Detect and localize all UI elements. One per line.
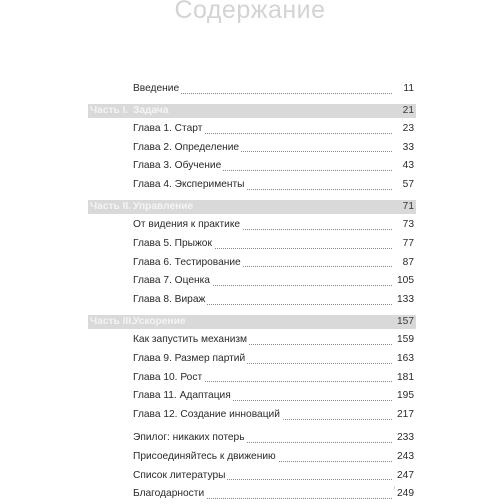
part-page: 21 (402, 104, 414, 116)
toc-entry[interactable] (88, 120, 416, 139)
toc-entry-page: 181 (395, 369, 414, 388)
toc-entry[interactable] (88, 387, 416, 406)
toc-entry-label: Список литературы (133, 467, 227, 486)
toc-entry[interactable] (88, 176, 416, 195)
toc-entry-intro[interactable] (88, 80, 416, 99)
toc-entry[interactable] (88, 331, 416, 350)
toc-entry[interactable] (88, 157, 416, 176)
toc-entry[interactable] (88, 350, 416, 369)
toc-entry-page: 249 (395, 485, 414, 504)
toc-entry-label: Глава 9. Размер партий (133, 350, 247, 369)
toc-entry-label: Глава 7. Оценка (133, 272, 212, 291)
toc-entry-back[interactable] (88, 467, 416, 486)
table-of-contents (88, 80, 416, 504)
toc-entry-page: 247 (395, 467, 414, 486)
toc-entry-label: Глава 8. Вираж (133, 291, 207, 310)
part-heading-2[interactable] (88, 200, 416, 214)
toc-entry-page: 73 (401, 216, 414, 235)
toc-entry-label: Эпилог: никаких потерь (133, 429, 247, 448)
toc-entry[interactable] (88, 406, 416, 425)
toc-entry-back[interactable] (88, 485, 416, 504)
toc-entry[interactable] (88, 369, 416, 388)
toc-entry-label: Глава 3. Обучение (133, 157, 223, 176)
toc-entry-page: 163 (395, 350, 414, 369)
toc-entry-label: Как запустить механизм (133, 331, 249, 350)
toc-entry-page: 243 (395, 448, 414, 467)
part-page: 71 (402, 200, 414, 212)
toc-entry-page: 77 (401, 235, 414, 254)
toc-entry-page: 195 (395, 387, 414, 406)
toc-entry-label: Глава 11. Адаптация (133, 387, 233, 406)
toc-entry-page: 57 (401, 176, 414, 195)
part-heading-3[interactable] (88, 315, 416, 329)
part-number: Часть III. (90, 315, 134, 327)
part-number: Часть II. (90, 200, 132, 212)
toc-entry-page: 33 (401, 139, 414, 158)
toc-entry-page: 105 (395, 272, 414, 291)
toc-entry-label: Глава 1. Старт (133, 120, 204, 139)
toc-entry-page: 87 (401, 254, 414, 273)
toc-entry-page: 159 (395, 331, 414, 350)
part-title: Задача (133, 104, 169, 116)
toc-entry-label: Глава 4. Эксперименты (133, 176, 247, 195)
toc-entry[interactable] (88, 216, 416, 235)
toc-entry-label: Глава 2. Определение (133, 139, 241, 158)
toc-entry-page: 233 (395, 429, 414, 448)
toc-entry[interactable] (88, 254, 416, 273)
toc-entry-page: 23 (401, 120, 414, 139)
toc-entry[interactable] (88, 272, 416, 291)
toc-entry[interactable] (88, 139, 416, 158)
part-title: Управление (133, 200, 194, 212)
toc-entry-page: 217 (395, 406, 414, 425)
toc-entry[interactable] (88, 291, 416, 310)
toc-entry-label: Введение (133, 80, 181, 99)
toc-entry-page: 11 (401, 80, 414, 99)
toc-entry-page: 43 (401, 157, 414, 176)
toc-entry-back[interactable] (88, 448, 416, 467)
toc-entry-page: 133 (395, 291, 414, 310)
toc-entry-label: От видения к практике (133, 216, 242, 235)
toc-entry-label: Глава 5. Прыжок (133, 235, 214, 254)
toc-entry-label: Глава 10. Рост (133, 369, 204, 388)
part-heading-1[interactable] (88, 104, 416, 118)
toc-entry-label: Глава 6. Тестирование (133, 254, 243, 273)
part-title: Ускорение (133, 315, 186, 327)
page-title: Содержание (174, 0, 326, 24)
toc-entry-back[interactable] (88, 429, 416, 448)
part-number: Часть I. (90, 104, 129, 116)
toc-entry-label: Присоединяйтесь к движению (133, 448, 278, 467)
toc-entry[interactable] (88, 235, 416, 254)
toc-entry-label: Благодарности (133, 485, 206, 504)
part-page: 157 (397, 315, 414, 327)
toc-entry-label: Глава 12. Создание инноваций (133, 406, 282, 425)
